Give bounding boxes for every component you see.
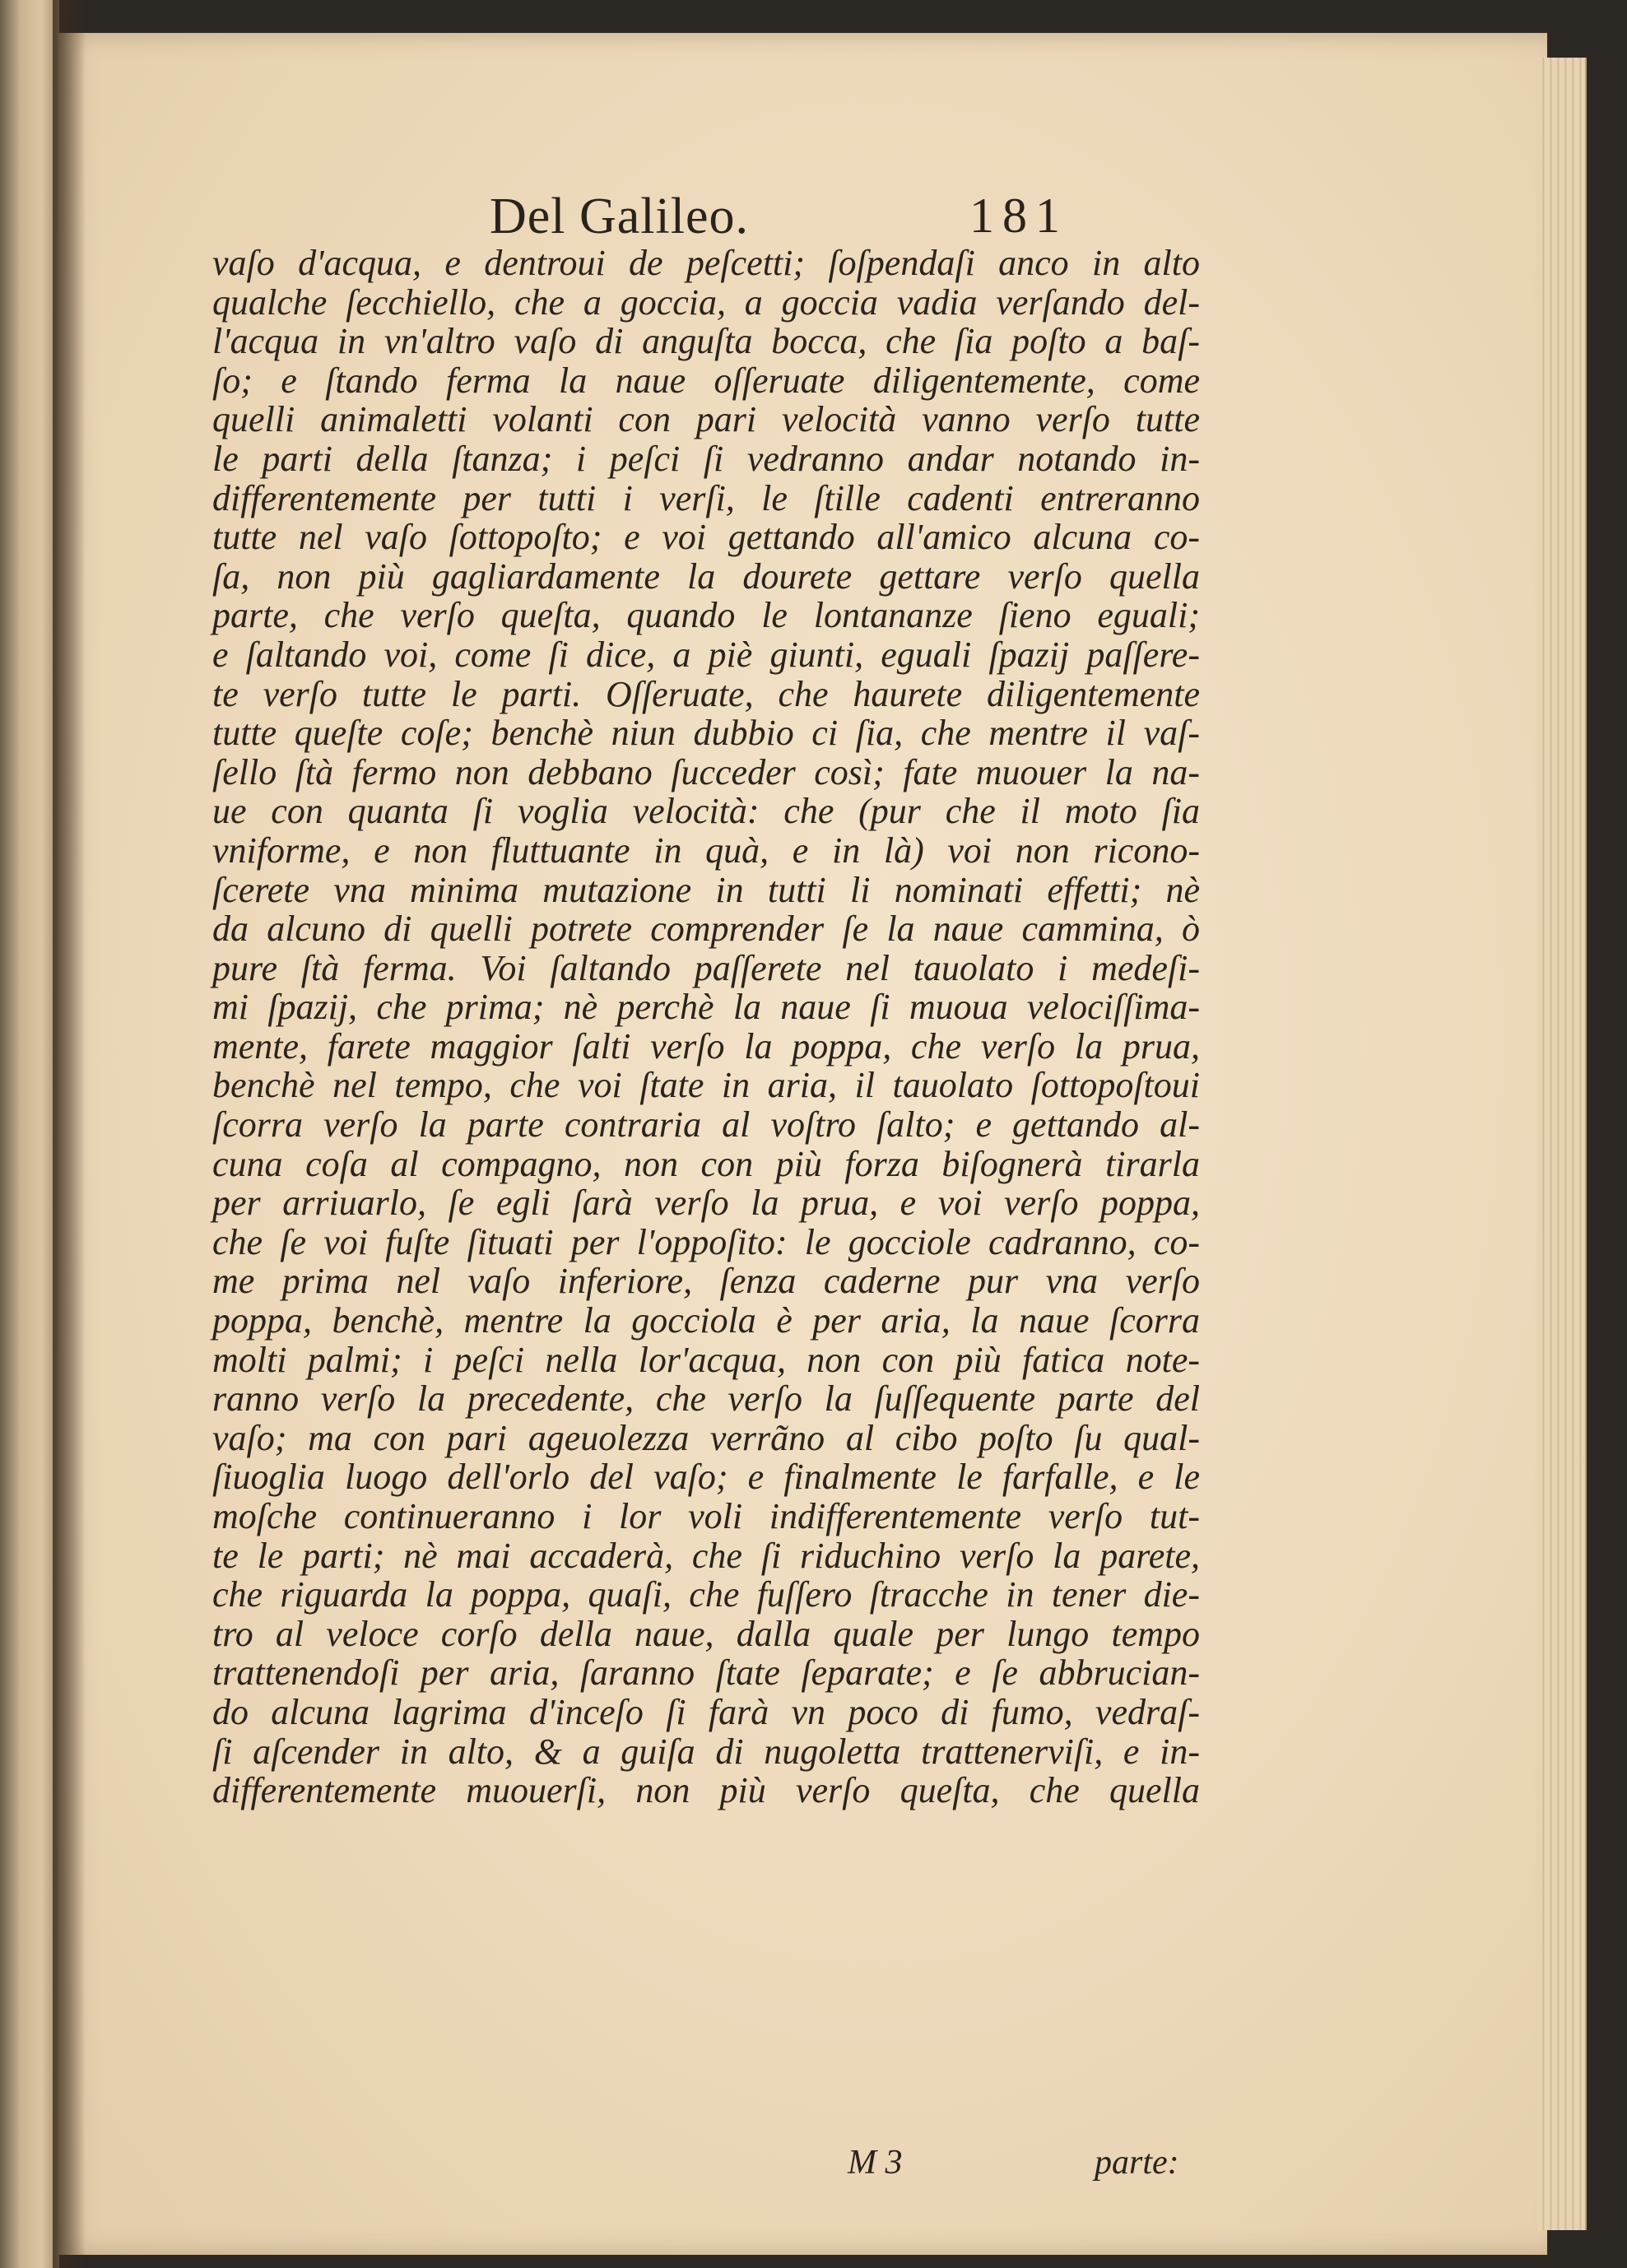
catchline (848, 2143, 1218, 2184)
body-text (212, 244, 1200, 1810)
text-line: ſa, non più gagliardamente la dourete gettare verſo quella (212, 555, 1200, 597)
page-number: 181 (969, 188, 1068, 243)
text-line: vaſo d'acqua, e dentroui de peſcetti; ſoſpendaſi anco in alto (212, 243, 1200, 283)
text-line: che riguarda la poppa, quaſi, che fuſſero ſtracche in tener die- (212, 1574, 1200, 1615)
text-line: me prima nel vaſo inferiore, ſenza caderne pur vna verſo (212, 1261, 1200, 1302)
text-line: te verſo tutte le parti. Oſſeruate, che haurete diligentemente (212, 673, 1200, 714)
text-line: ſcorra verſo la parte contraria al voſtro ſalto; e gettando al- (212, 1104, 1200, 1146)
text-line: da alcuno di quelli potrete comprender ſe la naue cammina, ò (212, 909, 1200, 950)
text-line: ſi aſcender in alto, & a guiſa di nugoletta trattenerviſi, e in- (212, 1731, 1200, 1772)
text-line: poppa, benchè, mentre la gocciola è per aria, la naue ſcorra (212, 1300, 1200, 1341)
text-line: per arriuarlo, ſe egli ſarà verſo la prua, e voi verſo poppa, (212, 1183, 1200, 1224)
binding-shadow (53, 0, 86, 2268)
text-line: te le parti; nè mai accaderà, che ſi riduchino verſo la parete, (212, 1535, 1200, 1576)
text-line: ſiuoglia luogo dell'orlo del vaſo; e finalmente le farfalle, e le (212, 1457, 1200, 1498)
text-line: l'acqua in vn'altro vaſo di anguſta bocca, che ſia poſto a baſ- (212, 321, 1200, 362)
catchword: parte: (1095, 2144, 1179, 2182)
text-line: trattenendoſi per aria, ſaranno ſtate ſeparate; e ſe abbrucian- (212, 1652, 1200, 1694)
text-line: vaſo; ma con pari ageuolezza verrãno al cibo poſto ſu qual- (212, 1417, 1200, 1458)
running-head-title: Del Galileo. (490, 188, 750, 244)
text-line: tutte nel vaſo ſottopoſto; e voi gettando all'amico alcuna co- (212, 517, 1200, 558)
text-line: le parti della ſtanza; i peſci ſi vedranno andar notando in- (212, 438, 1200, 479)
facing-page-edge (0, 0, 59, 2268)
text-line: mente, farete maggior ſalti verſo la poppa, che verſo la prua, (212, 1025, 1200, 1067)
text-line: cuna coſa al compagno, non con più forza biſognerà tirarla (212, 1143, 1200, 1184)
text-line: quelli animaletti volanti con pari velocità vanno verſo tutte (212, 399, 1200, 440)
text-line: do alcuna lagrima d'inceſo ſi farà vn poco di fumo, vedraſ- (212, 1691, 1200, 1732)
text-line: differentemente per tutti i verſi, le ſtille cadenti entreranno (212, 477, 1200, 518)
text-line: moſche continueranno i lor voli indifferentemente verſo tut- (212, 1496, 1200, 1536)
text-line: ſo; e ſtando ferma la naue oſſeruate diligentemente, come (212, 360, 1200, 401)
text-line: ſcerete vna minima mutazione in tutti li nominati effetti; nè (212, 869, 1200, 910)
text-line: tutte queſte coſe; benchè niun dubbio ci ſia, che mentre il vaſ- (212, 713, 1200, 754)
text-line: ranno verſo la precedente, che verſo la ſuſſequente parte del (212, 1378, 1200, 1420)
text-line: mi ſpazij, che prima; nè perchè la naue ſi muoua velociſſima- (212, 987, 1200, 1028)
text-line: vniforme, e non fluttuante in quà, e in là) voi non ricono- (212, 830, 1200, 871)
text-line: parte, che verſo queſta, quando le lontananze ſieno eguali; (212, 595, 1200, 636)
text-line: ue con quanta ſi voglia velocità: che (pur che il moto ſia (212, 791, 1200, 832)
signature-mark: M 3 (848, 2144, 903, 2182)
text-line: tro al veloce corſo della naue, dalla quale per lungo tempo (212, 1613, 1200, 1654)
text-line: molti palmi; i peſci nella lor'acqua, non con più fatica note- (212, 1339, 1200, 1380)
text-line: e ſaltando voi, come ſi dice, a piè giunti, eguali ſpazij paſſere- (212, 634, 1200, 675)
text-line: ſello ſtà fermo non debbano ſucceder così; fate muouer la na- (212, 751, 1200, 792)
page-fore-edges (1537, 58, 1587, 2230)
text-line: benchè nel tempo, che voi ſtate in aria, il tauolato ſottopoſtoui (212, 1065, 1200, 1106)
text-line: differentemente muouerſi, non più verſo queſta, che quella (212, 1770, 1200, 1811)
text-line: che ſe voi fuſte ſituati per l'oppoſito: le gocciole cadranno, co- (212, 1221, 1200, 1262)
text-line: qualche ſecchiello, che a goccia, a goccia vadia verſando del- (212, 281, 1200, 323)
text-line: pure ſtà ferma. Voi ſaltando paſſerete nel tauolato i medeſi- (212, 947, 1200, 988)
